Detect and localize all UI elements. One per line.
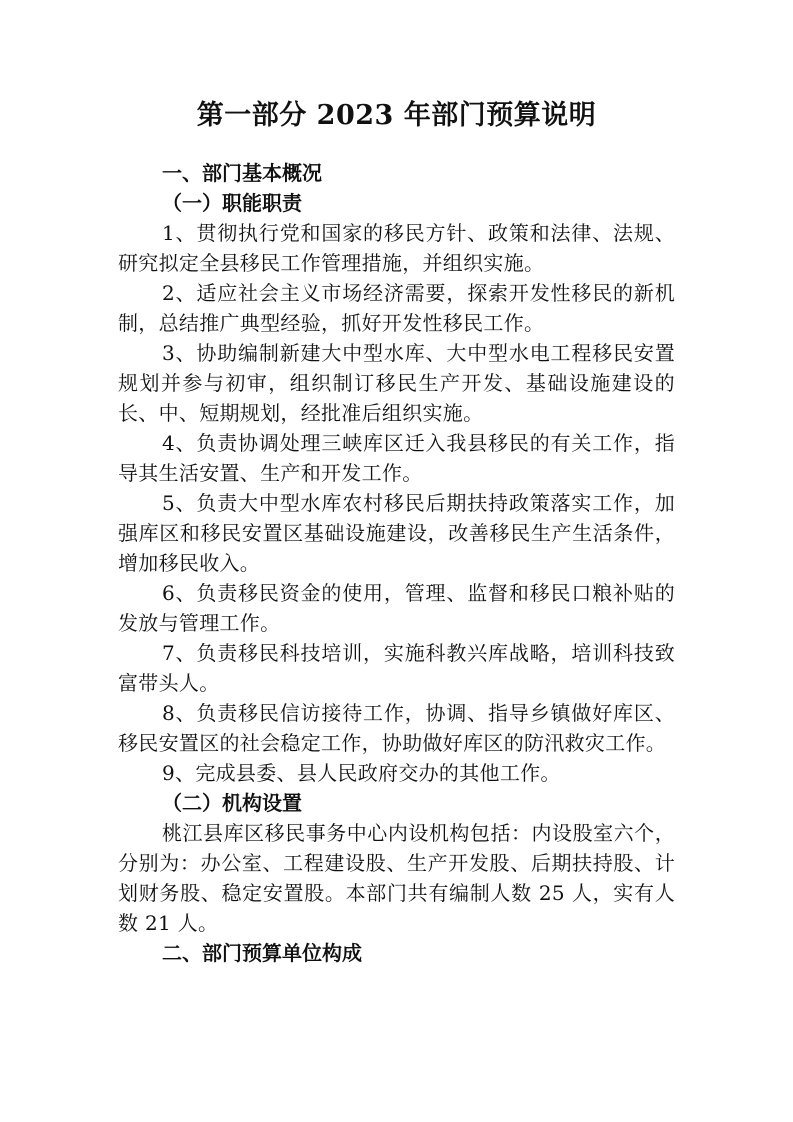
organization-paragraph: 桃江县库区移民事务中心内设机构包括：内设股室六个，分别为：办公室、工程建设股、生产开发股、后期扶持股、计划财务股、稳定安置股。本部门共有编制人数 25 人，实有人数 21 人。 bbox=[118, 821, 675, 935]
section-heading-basic-overview: 一、部门基本概况 bbox=[162, 161, 322, 185]
function-item: 5、负责大中型水库农村移民后期扶持政策落实工作，加强库区和移民安置区基础设施建设，改善移民生产生活条件，增加移民收入。 bbox=[118, 491, 675, 575]
document-title: 第一部分 2023 年部门预算说明 bbox=[196, 100, 597, 131]
function-item: 9、完成县委、县人民政府交办的其他工作。 bbox=[162, 761, 561, 785]
functions-list bbox=[118, 218, 675, 788]
function-item: 2、适应社会主义市场经济需要，探索开发性移民的新机制，总结推广典型经验，抓好开发性移民工作。 bbox=[118, 281, 675, 335]
subsection-heading-functions: （一）职能职责 bbox=[162, 191, 302, 215]
subsection-heading-organization: （二）机构设置 bbox=[162, 791, 302, 815]
function-item: 7、负责移民科技培训，实施科教兴库战略，培训科技致富带头人。 bbox=[118, 641, 675, 695]
function-item: 3、协助编制新建大中型水库、大中型水电工程移民安置规划并参与初审，组织制订移民生产开发、基础设施建设的长、中、短期规划，经批准后组织实施。 bbox=[118, 341, 675, 425]
function-item: 8、负责移民信访接待工作，协调、指导乡镇做好库区、移民安置区的社会稳定工作，协助做好库区的防汛救灾工作。 bbox=[118, 701, 675, 755]
function-item: 4、负责协调处理三峡库区迁入我县移民的有关工作，指导其生活安置、生产和开发工作。 bbox=[118, 431, 675, 485]
section-heading-budget-units: 二、部门预算单位构成 bbox=[162, 941, 362, 965]
function-item: 1、贯彻执行党和国家的移民方针、政策和法律、法规、研究拟定全县移民工作管理措施，并组织实施。 bbox=[118, 221, 675, 275]
function-item: 6、负责移民资金的使用，管理、监督和移民口粮补贴的发放与管理工作。 bbox=[118, 581, 675, 635]
